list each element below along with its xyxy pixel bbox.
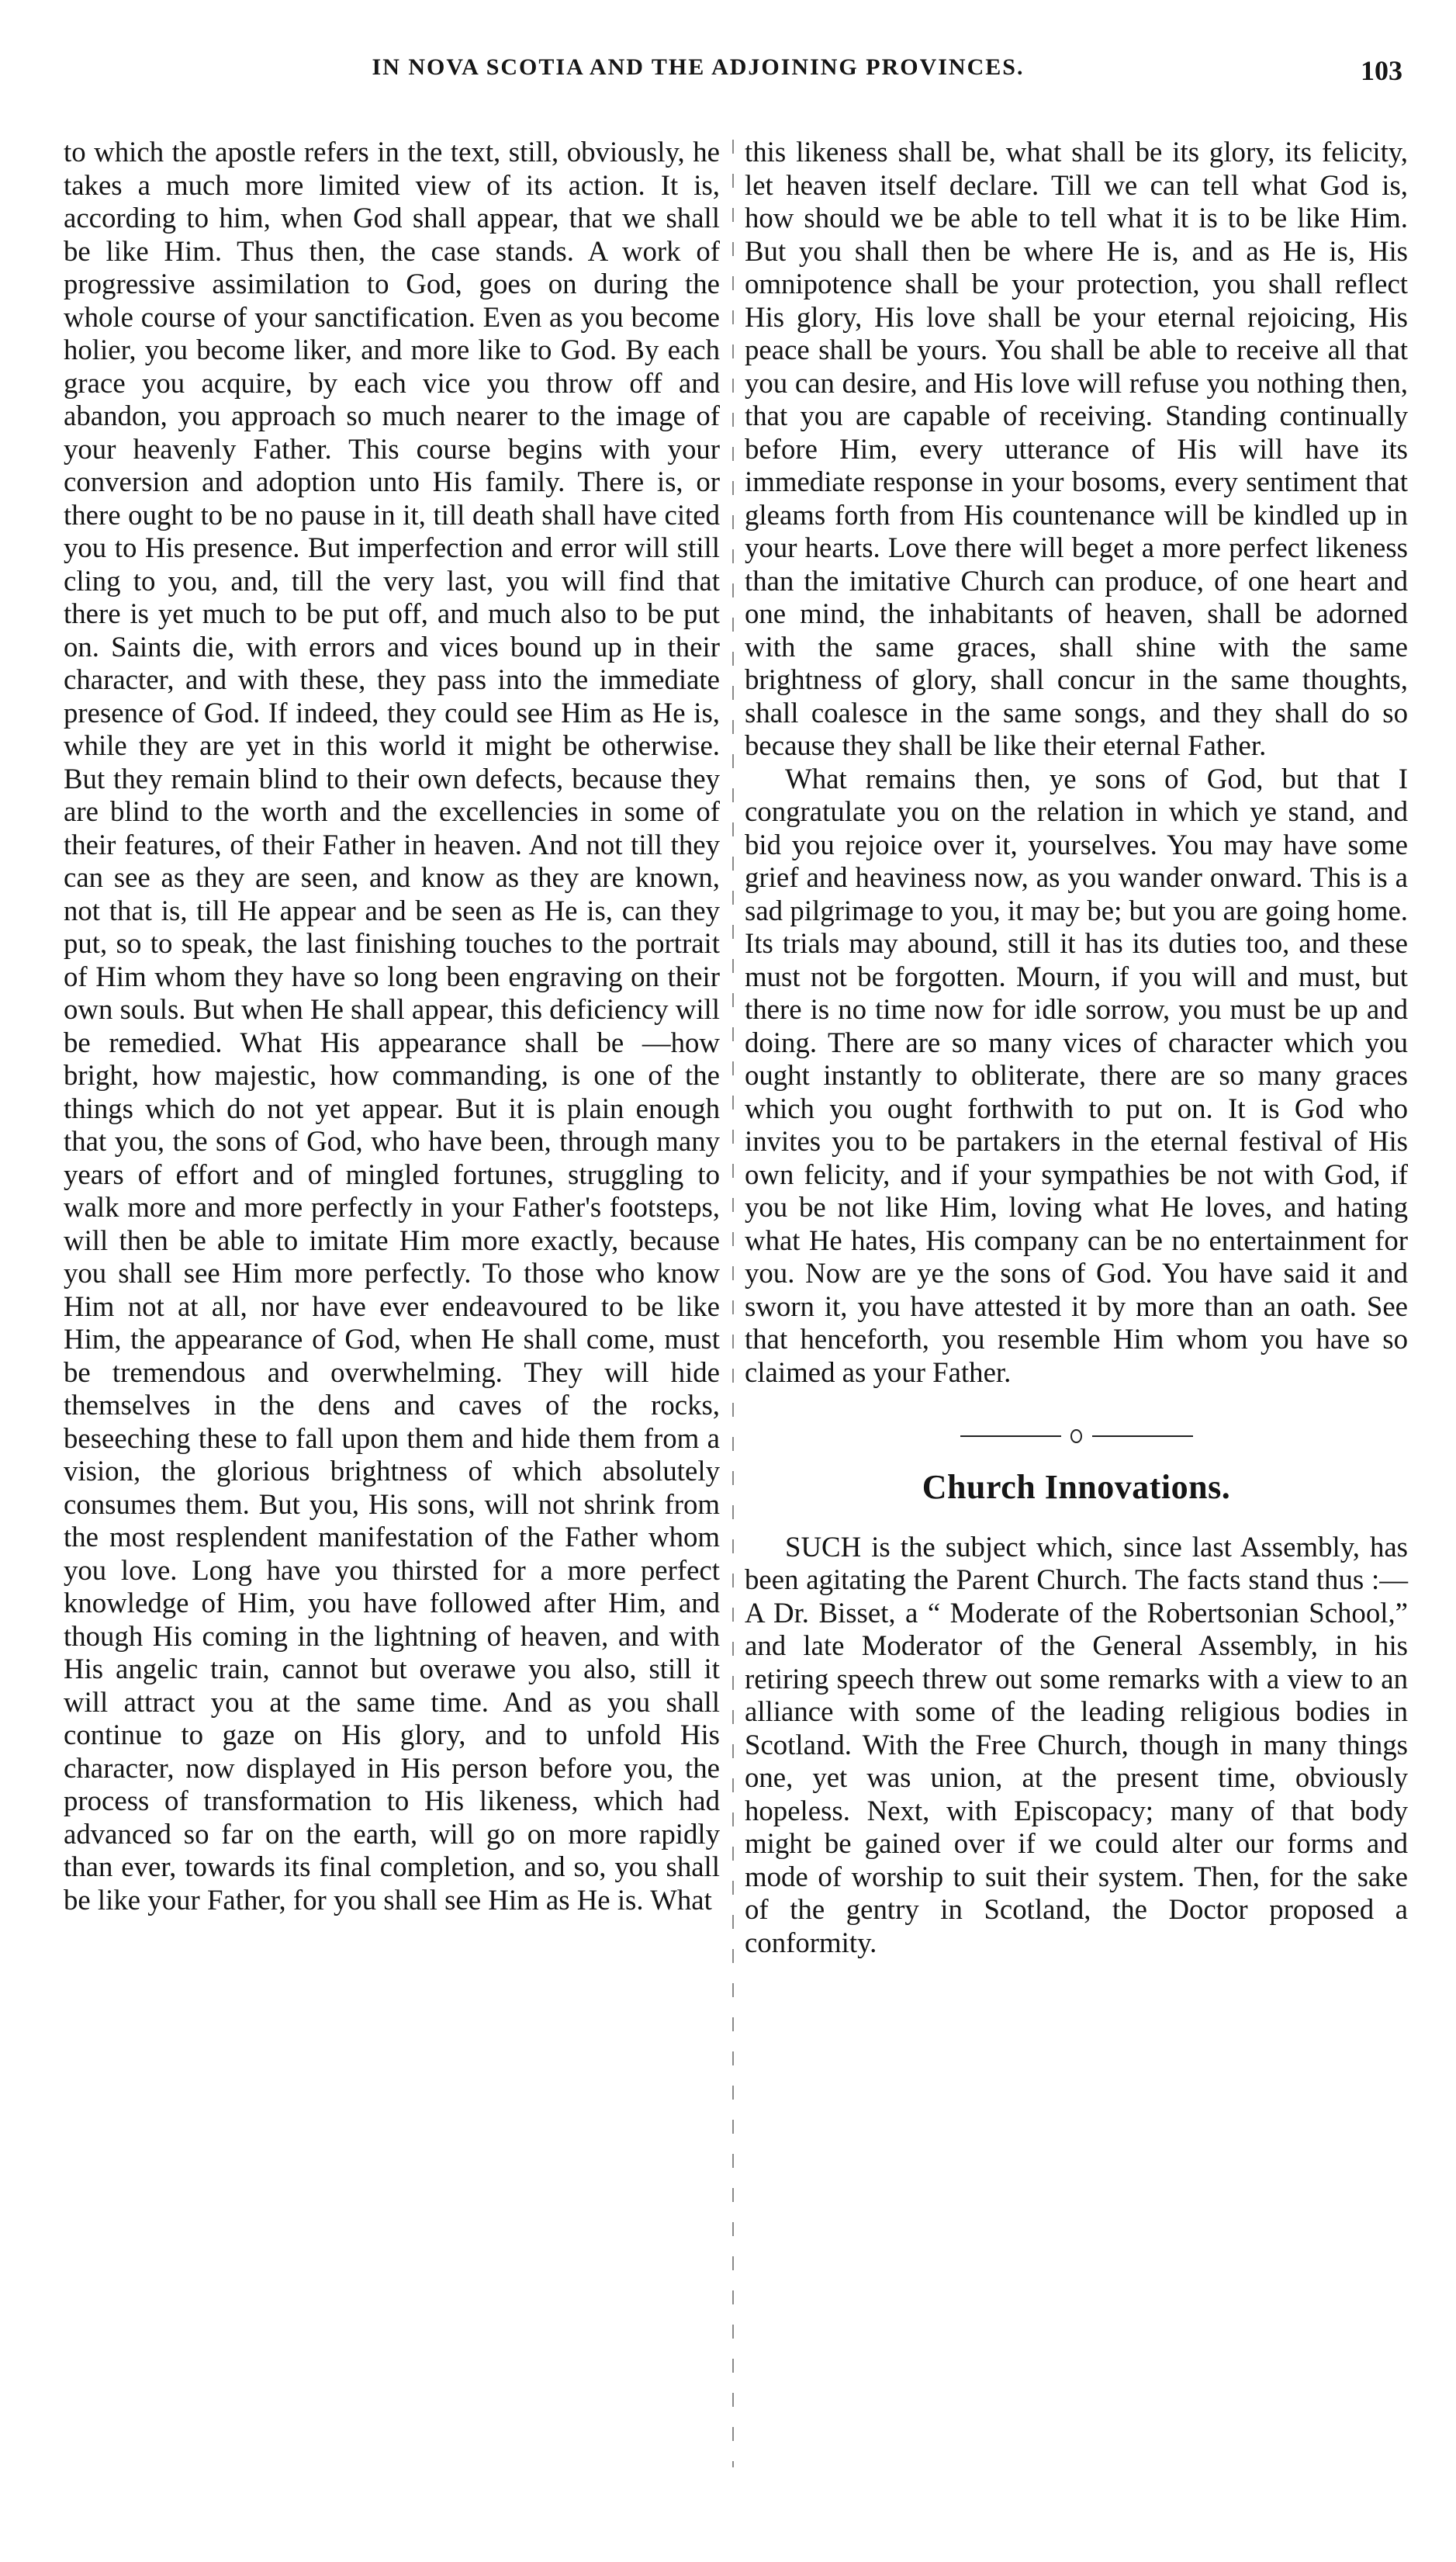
left-column xyxy=(64,136,720,1916)
divider-line-left xyxy=(960,1435,1061,1437)
left-paragraph: to which the apostle refers in the text, still, obviously, he takes a much more limited view of its action. It is, according to him, when God shall appear, that we shall be like Him. Thus then, the case stands. A work of progressive assimilation to God, goes on during the whole course of your sanctification. Even as you become holier, you become liker, and more like to God. By each grace you acquire, by each vice you throw off and abandon, you approach so much nearer to the image of your heavenly Father. This course begins with your conversion and adoption unto His family. There is, or there ought to be no pause in it, till death shall have cited you to His presence. But imperfection and error will still cling to you, and, till the very last, you will find that there is yet much to be put off, and much also to be put on. Saints die, with errors and vices bound up in their character, and with these, they pass into the immediate presence of God. If indeed, they could see Him as He is, while they are yet in this world it might be otherwise. But they remain blind to their own defects, because they are blind to the worth and the excellencies in some of their features, of their Father in heaven. And not till they can see as they are seen, and know as they are known, not that is, till He appear and be seen as He is, can they put, so to speak, the last finishing touches to the portrait of Him whom they have so long been engraving on their own souls. But when He shall appear, this deficiency will be remedied. What His appearance shall be —how bright, how majestic, how commanding, is one of the things which do not yet appear. But it is plain enough that you, the sons of God, who have been, through many years of effort and of mingled fortunes, struggling to walk more and more perfectly in your Father's footsteps, will then be able to imitate Him more exactly, because you shall see Him more perfectly. To those who know Him not at all, nor have ever endeavoured to be like Him, the appearance of God, when He shall come, must be tremendous and overwhelming. They will hide themselves in the dens and caves of the rocks, beseeching these to fall upon them and hide them from a vision, the glorious brightness of which absolutely consumes them. But you, His sons, will not shrink from the most resplendent manifestation of the Father whom you love. Long have you thirsted for a more perfect knowledge of Him, you have followed after Him, and though His coming in the lightning of heaven, and with His angelic train, cannot but overawe you also, still it will attract you at the same time. And as you shall continue to gaze on His glory, and to unfold His character, now displayed in His person before you, the process of transformation to His likeness, which had advanced so far on the earth, will go on more rapidly than ever, towards its final completion, and so, you shall be like your Father, for you shall see Him as He is. What xyxy=(64,136,720,1916)
column-rule xyxy=(732,140,734,2467)
right-paragraph-2: What remains then, ye sons of God, but that I congratulate you on the relation in which ye stand, and bid you rejoice over it, yourselves. You may have some grief and heaviness now, as you wander onward. This is a sad pilgrimage to you, it may be; but you are going home. Its trials may abound, still it has its duties too, and these must not be forgotten. Mourn, if you will and must, but there is no time now for idle sorrow, you must be up and doing. There are so many vices of character which you ought instantly to obliterate, there are so many graces which you ought forthwith to put on. It is God who invites you to be partakers in the eternal festival of His own felicity, and if your sympathies be not with God, if you be not like Him, loving what He loves, and hating what He hates, His company can be no entertainment for you. Now are ye the sons of God. You have said it and sworn it, you have attested it by more than an oath. See that henceforth, you resemble Him whom you have so claimed as your Father. xyxy=(745,762,1408,1388)
divider-ornament xyxy=(1070,1429,1082,1443)
running-title: IN NOVA SCOTIA AND THE ADJOINING PROVINCES. xyxy=(372,54,1025,80)
running-header xyxy=(0,48,1456,102)
right-column xyxy=(745,136,1408,1959)
section-heading: Church Innovations. xyxy=(922,1468,1231,1506)
section-divider xyxy=(960,1423,1193,1448)
right-paragraph-1: this likeness shall be, what shall be its glory, its felicity, let heaven itself declare. Till we can tell what God is, how should we be able to tell what it is to be like Him. But you shall then be where He is, and as He is, His omnipotence shall be your protection, you shall reflect His glory, His love shall be your eternal rejoicing, His peace shall be yours. You shall be able to receive all that you can desire, and His love will refuse you nothing then, that you are capable of receiving. Standing continually before Him, every utterance of His will have its immediate response in your bosoms, every sentiment that gleams forth from His countenance will be kindled up in your hearts. Love there will beget a more perfect likeness than the imitative Church can produce, of one heart and one mind, the inhabitants of heaven, shall be adorned with the same graces, shall shine with the same brightness of glory, shall concur in the same thoughts, shall coalesce in the same songs, and they shall do so because they shall be like their eternal Father. xyxy=(745,136,1408,761)
section-paragraph: SUCH is the subject which, since last Assembly, has been agitating the Parent Church. The facts stand thus :—A Dr. Bisset, a “ Moderate of the Robertsonian School,” and late Moderator of the General Assembly, in his retiring speech threw out some remarks with a view to an alliance with some of the leading religious bodies in Scotland. With the Free Church, though in many things one, yet was union, at the present time, obviously hopeless. Next, with Episcopacy; many of that body might be gained over if we could alter our forms and mode of worship to suit their system. Then, for the sake of the gentry in Scotland, the Doctor proposed a conformity. xyxy=(745,1530,1408,1958)
page-number: 103 xyxy=(1361,55,1402,86)
divider-line-right xyxy=(1092,1435,1193,1437)
